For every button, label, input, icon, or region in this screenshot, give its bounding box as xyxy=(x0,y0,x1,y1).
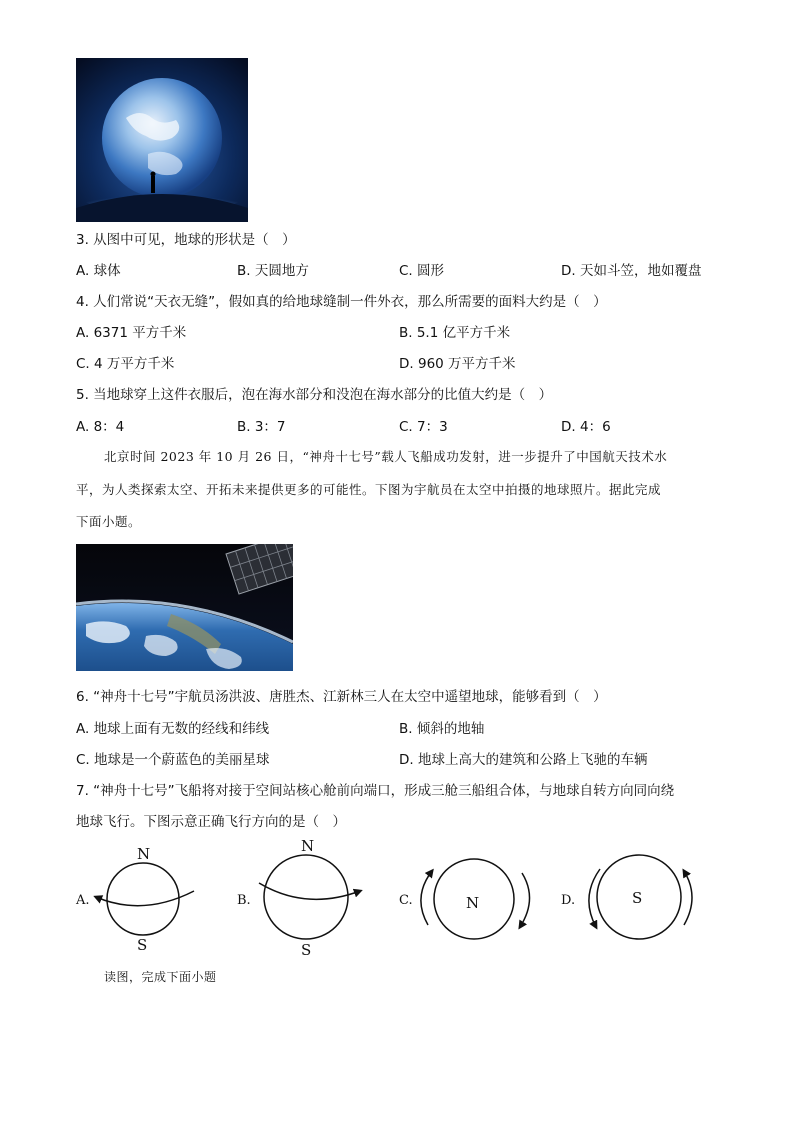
q6-option-d: D. 地球上高大的建筑和公路上飞驰的车辆 xyxy=(399,752,648,768)
diagram-a-north: N xyxy=(137,845,151,863)
q3-option-d: D. 天如斗笠，地如覆盘 xyxy=(561,263,702,279)
passage-line-1: 北京时间 2023 年 10 月 26 日，“神舟十七号”载人飞船成功发射，进一步提升了中国航天技术水 xyxy=(104,449,668,464)
earth-from-space-photo xyxy=(76,544,293,671)
question-7-stem-line-2: 地球飞行。下图示意正确飞行方向的是（ ） xyxy=(76,814,346,830)
diagram-c-label: C. xyxy=(399,893,413,908)
rotation-direction-diagrams xyxy=(0,835,794,965)
q4-option-b: B. 5.1 亿平方千米 xyxy=(399,325,511,341)
q3-option-a: A. 球体 xyxy=(76,263,121,279)
diagram-b xyxy=(259,837,360,959)
question-3-stem: 3. 从图中可见，地球的形状是（ ） xyxy=(76,232,296,248)
q6-option-a: A. 地球上面有无数的经线和纬线 xyxy=(76,721,270,737)
q5-option-a: A. 8：4 xyxy=(76,419,125,435)
q3-option-c: C. 圆形 xyxy=(399,263,445,279)
question-4-stem: 4. 人们常说“天衣无缝”，假如真的给地球缝制一件外衣，那么所需要的面料大约是（ ） xyxy=(76,294,607,310)
diagram-c xyxy=(421,859,530,939)
diagram-b-south: S xyxy=(301,941,312,959)
earth-silhouette-photo xyxy=(76,58,248,222)
diagram-b-north: N xyxy=(301,837,315,855)
diagram-d xyxy=(589,855,692,939)
q6-option-c: C. 地球是一个蔚蓝色的美丽星球 xyxy=(76,752,270,768)
diagram-d-center: S xyxy=(632,889,643,907)
q4-option-d: D. 960 万平方千米 xyxy=(399,356,516,372)
question-7-stem-line-1: 7. “神舟十七号”飞船将对接于空间站核心舱前向端口，形成三舱三船组合体，与地球自转方向同向绕 xyxy=(76,783,675,799)
passage-line-3: 下面小题。 xyxy=(76,514,142,529)
diagram-c-center: N xyxy=(466,894,480,912)
diagram-a-label: A. xyxy=(76,893,90,908)
q5-option-d: D. 4：6 xyxy=(561,419,611,435)
question-5-stem: 5. 当地球穿上这件衣服后，泡在海水部分和没泡在海水部分的比值大约是（ ） xyxy=(76,387,553,403)
footer-instruction: 读图，完成下面小题 xyxy=(104,970,217,984)
q5-option-c: C. 7：3 xyxy=(399,419,448,435)
diagram-d-label: D. xyxy=(561,893,576,908)
diagram-a-south: S xyxy=(137,936,148,954)
diagram-a xyxy=(96,845,194,954)
q6-option-b: B. 倾斜的地轴 xyxy=(399,721,485,737)
q4-option-a: A. 6371 平方千米 xyxy=(76,325,187,341)
passage-line-2: 平，为人类探索太空、开拓未来提供更多的可能性。下图为宇航员在太空中拍摄的地球照片。据此完成 xyxy=(76,482,662,497)
q3-option-b: B. 天圆地方 xyxy=(237,263,309,279)
q5-option-b: B. 3：7 xyxy=(237,419,286,435)
q4-option-c: C. 4 万平方千米 xyxy=(76,356,175,372)
question-6-stem: 6. “神舟十七号”宇航员汤洪波、唐胜杰、江新林三人在太空中遥望地球，能够看到（ ） xyxy=(76,689,607,705)
diagram-b-label: B. xyxy=(237,893,251,908)
